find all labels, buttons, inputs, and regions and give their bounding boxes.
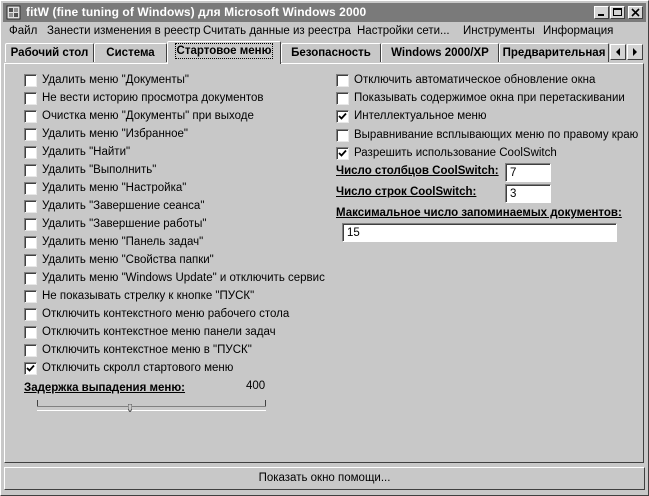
tab-scroll-right-button[interactable]	[627, 44, 643, 60]
tab-preliminary[interactable]: Предварительная	[499, 43, 609, 62]
checkmark-icon	[26, 364, 35, 373]
coolswitch-columns-input[interactable]: 7	[505, 163, 551, 182]
slider-tick-start	[37, 400, 38, 406]
menu-network[interactable]: Настройки сети...	[357, 25, 450, 37]
checkbox[interactable]	[336, 92, 349, 105]
checkbox-label: Удалить "Завершение сеанса"	[42, 200, 205, 212]
checkbox[interactable]	[24, 344, 37, 357]
checkbox[interactable]	[24, 308, 37, 321]
slider-track	[37, 406, 266, 411]
checkbox-label: Не показывать стрелку к кнопке "ПУСК"	[42, 290, 255, 302]
checkbox[interactable]	[24, 272, 37, 285]
checkbox[interactable]	[24, 92, 37, 105]
checkbox-label: Выравнивание всплывающих меню по правому краю	[354, 128, 639, 141]
coolswitch-columns-label: Число столбцов CoolSwitch:	[336, 165, 499, 177]
checkbox[interactable]	[24, 362, 37, 375]
checkbox-label: Отключить автоматическое обновление окна	[354, 74, 596, 86]
checkbox-label: Удалить меню "Панель задач"	[42, 236, 204, 248]
max-docs-label: Максимальное число запоминаемых документов:	[336, 207, 622, 219]
checkbox[interactable]	[24, 326, 37, 339]
minimize-button[interactable]	[594, 6, 609, 19]
checkbox-label: Показывать содержимое окна при перетаскивании	[354, 92, 625, 105]
close-button[interactable]	[628, 6, 643, 19]
maximize-icon	[611, 7, 624, 18]
minimize-icon	[595, 7, 608, 18]
checkbox[interactable]	[336, 74, 349, 87]
close-icon	[629, 7, 642, 18]
tab-desktop[interactable]: Рабочий стол	[5, 43, 94, 62]
checkbox[interactable]	[24, 164, 37, 177]
menu-read-reg[interactable]: Считать данные из реестра	[203, 25, 351, 37]
checkbox[interactable]	[24, 182, 37, 195]
checkbox[interactable]	[24, 218, 37, 231]
help-button[interactable]: Показать окно помощи...	[4, 467, 645, 490]
checkbox-label: Удалить "Найти"	[42, 146, 131, 158]
checkbox-label: Отключить контекстное меню в "ПУСК"	[42, 344, 252, 356]
checkmark-icon	[338, 112, 347, 121]
checkbox[interactable]	[24, 290, 37, 303]
slider-tick-end	[265, 400, 266, 406]
checkbox[interactable]	[336, 110, 349, 123]
app-icon	[6, 5, 21, 20]
checkbox-label: Удалить меню "Свойства папки"	[42, 254, 214, 266]
menu-write-reg[interactable]: Занести изменения в реестр	[47, 25, 201, 37]
checkbox[interactable]	[24, 128, 37, 141]
maximize-button[interactable]	[610, 6, 625, 19]
checkbox-label: Разрешить использование CoolSwitch	[354, 146, 557, 159]
checkbox[interactable]	[24, 236, 37, 249]
checkbox-label: Удалить "Завершение работы"	[42, 218, 207, 230]
checkbox-label: Удалить меню "Windows Update" и отключить сервис	[42, 272, 325, 284]
checkbox[interactable]	[24, 110, 37, 123]
checkbox-label: Удалить меню "Избранное"	[42, 128, 189, 140]
checkbox[interactable]	[24, 74, 37, 87]
menu-bar	[3, 23, 646, 41]
checkbox-label: Очистка меню "Документы" при выходе	[42, 110, 254, 122]
arrow-right-icon	[628, 45, 642, 59]
tab-scroll-left-button[interactable]	[610, 44, 626, 60]
title-bar[interactable]	[3, 3, 646, 22]
checkbox[interactable]	[336, 147, 349, 160]
checkbox[interactable]	[24, 146, 37, 159]
max-docs-input[interactable]: 15	[342, 223, 617, 242]
checkbox-label: Отключить контекстное меню панели задач	[42, 326, 276, 338]
checkbox-label: Отключить контекстного меню рабочего стола	[42, 308, 290, 320]
tab-start-menu[interactable]: Стартовое меню	[167, 41, 281, 64]
checkbox-label: Удалить "Выполнить"	[42, 164, 157, 176]
tab-win2000xp[interactable]: Windows 2000/XP	[381, 43, 499, 62]
coolswitch-rows-label: Число строк CoolSwitch:	[336, 186, 477, 198]
checkbox-label: Удалить меню "Настройка"	[42, 182, 187, 194]
menu-delay-label: Задержка выпадения меню:	[24, 382, 186, 394]
menu-tools[interactable]: Инструменты	[463, 25, 535, 37]
checkmark-icon	[338, 149, 347, 158]
checkbox-label: Удалить меню "Документы"	[42, 74, 190, 86]
menu-file[interactable]: Файл	[9, 25, 38, 37]
checkbox[interactable]	[24, 200, 37, 213]
checkbox[interactable]	[24, 254, 37, 267]
menu-info[interactable]: Информация	[543, 25, 614, 37]
arrow-left-icon	[611, 45, 625, 59]
menu-delay-value: 400	[246, 380, 266, 392]
tab-strip	[3, 41, 646, 63]
tab-security[interactable]: Безопасность	[281, 43, 381, 62]
slider-thumb[interactable]	[128, 404, 132, 412]
checkbox-label: Отключить скролл стартового меню	[42, 362, 234, 374]
checkbox[interactable]	[336, 129, 349, 142]
checkbox-label: Интеллектуальное меню	[354, 110, 487, 123]
window-title: fitW (fine tuning of Windows) для Microsoft Windows 2000	[26, 5, 367, 19]
tab-system[interactable]: Система	[94, 43, 167, 62]
checkbox-label: Не вести историю просмотра документов	[42, 92, 264, 104]
coolswitch-rows-input[interactable]: 3	[505, 184, 551, 203]
